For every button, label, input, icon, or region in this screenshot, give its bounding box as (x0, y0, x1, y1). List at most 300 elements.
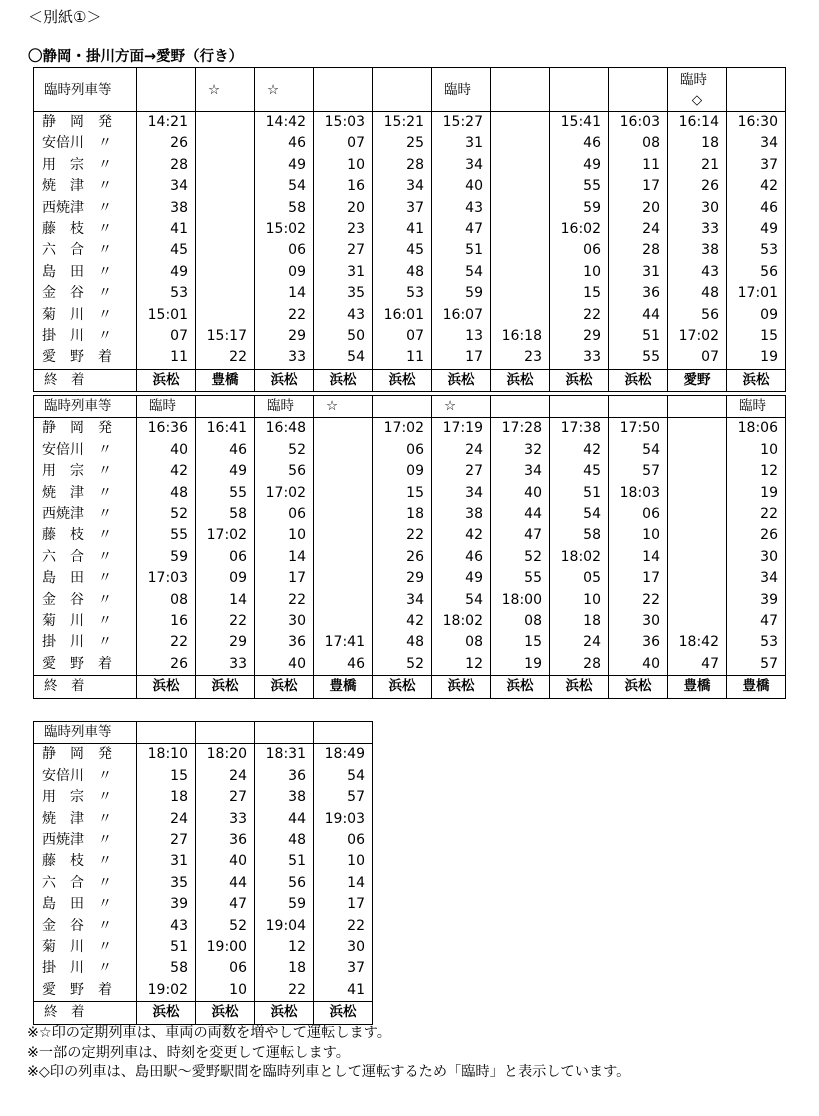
time-cell: 15:41 (550, 112, 609, 134)
station-name: 焼 津 〃 (34, 483, 137, 504)
time-cell: 48 (255, 830, 314, 851)
time-cell: 09 (727, 305, 786, 326)
diamond-mark: ◇ (691, 91, 703, 108)
train-type-label (137, 722, 196, 744)
time-cell: 19 (491, 654, 550, 676)
time-cell: 18:20 (196, 744, 255, 766)
train-type-label (668, 68, 727, 112)
destination-cell: 豊橋 (727, 676, 786, 698)
time-cell: 47 (432, 219, 491, 240)
time-cell (668, 590, 727, 611)
time-cell: 26 (373, 547, 432, 568)
station-row (34, 632, 786, 653)
time-cell: 58 (196, 504, 255, 525)
station-row (34, 262, 786, 283)
time-cell: 40 (609, 654, 668, 676)
time-cell: 17:02 (373, 418, 432, 440)
time-cell: 54 (550, 504, 609, 525)
destination-cell: 浜松 (196, 1002, 255, 1024)
station-name: 用 宗 〃 (34, 787, 137, 808)
time-cell: 08 (137, 590, 196, 611)
time-cell (196, 198, 255, 219)
time-cell: 55 (609, 347, 668, 369)
time-cell (314, 547, 373, 568)
time-cell: 10 (609, 525, 668, 546)
time-cell: 17:38 (550, 418, 609, 440)
time-cell: 27 (432, 461, 491, 482)
station-row (34, 504, 786, 525)
time-cell: 56 (727, 262, 786, 283)
time-cell: 59 (255, 894, 314, 915)
time-cell: 34 (491, 461, 550, 482)
time-cell: 57 (609, 461, 668, 482)
destination-cell: 浜松 (137, 676, 196, 698)
time-cell: 57 (314, 787, 373, 808)
note-2: ※一部の定期列車は、時刻を変更して運転します。 (27, 1044, 350, 1061)
station-name: 用 宗 〃 (34, 461, 137, 482)
station-name: 六 合 〃 (34, 547, 137, 568)
station-row (34, 744, 373, 766)
time-cell: 16:03 (609, 112, 668, 134)
time-cell: 30 (668, 198, 727, 219)
time-cell: 44 (255, 809, 314, 830)
time-cell (491, 262, 550, 283)
time-cell: 24 (550, 632, 609, 653)
time-cell: 15:02 (255, 219, 314, 240)
time-cell: 42 (550, 440, 609, 461)
destination-cell: 浜松 (255, 369, 314, 391)
time-cell: 34 (432, 483, 491, 504)
time-cell: 23 (491, 347, 550, 369)
time-cell: 31 (314, 262, 373, 283)
time-cell: 05 (550, 568, 609, 589)
time-cell: 15 (137, 766, 196, 787)
train-type-label: 臨時 (255, 396, 314, 418)
time-cell: 37 (373, 198, 432, 219)
time-cell: 49 (727, 219, 786, 240)
time-cell: 06 (255, 504, 314, 525)
destination-row (34, 1002, 373, 1024)
time-cell: 31 (137, 851, 196, 872)
train-type-label (550, 68, 609, 112)
time-cell: 57 (727, 654, 786, 676)
time-cell (491, 283, 550, 304)
time-cell: 40 (196, 851, 255, 872)
time-cell (314, 504, 373, 525)
time-cell: 08 (432, 632, 491, 653)
time-cell: 26 (137, 654, 196, 676)
time-cell: 56 (668, 305, 727, 326)
time-cell (314, 461, 373, 482)
station-name: 用 宗 〃 (34, 155, 137, 176)
time-cell: 10 (550, 590, 609, 611)
time-cell: 27 (196, 787, 255, 808)
time-cell: 56 (255, 461, 314, 482)
train-type-text: 臨時 (680, 71, 707, 88)
time-cell: 24 (196, 766, 255, 787)
direction-title: 〇静岡・掛川方面→愛野（行き） (28, 49, 244, 65)
time-cell: 09 (255, 262, 314, 283)
station-name: 静 岡 発 (34, 112, 137, 134)
time-cell: 35 (314, 283, 373, 304)
destination-cell: 浜松 (196, 676, 255, 698)
destination-cell: 浜松 (609, 676, 668, 698)
destination-header: 終 着 (34, 1002, 137, 1024)
time-cell: 44 (196, 873, 255, 894)
time-cell: 17 (255, 568, 314, 589)
time-cell: 36 (196, 830, 255, 851)
time-cell: 46 (432, 547, 491, 568)
time-cell: 55 (491, 568, 550, 589)
station-row (34, 937, 373, 958)
time-cell: 15:17 (196, 326, 255, 347)
time-cell: 54 (314, 766, 373, 787)
time-cell: 46 (550, 133, 609, 154)
time-cell: 12 (255, 937, 314, 958)
train-type-label (373, 396, 432, 418)
time-cell: 16:48 (255, 418, 314, 440)
destination-cell: 浜松 (727, 369, 786, 391)
label-row-header: 臨時列車等 (34, 396, 137, 418)
train-type-label (314, 722, 373, 744)
time-cell (314, 590, 373, 611)
station-name: 掛 川 〃 (34, 326, 137, 347)
time-cell: 38 (255, 787, 314, 808)
time-cell: 29 (255, 326, 314, 347)
train-type-label (196, 722, 255, 744)
time-cell: 19:02 (137, 980, 196, 1002)
time-cell: 52 (196, 916, 255, 937)
time-cell: 17:03 (137, 568, 196, 589)
time-cell: 18:49 (314, 744, 373, 766)
time-cell: 24 (432, 440, 491, 461)
station-name: 掛 川 〃 (34, 632, 137, 653)
station-row (34, 873, 373, 894)
time-cell: 19 (727, 347, 786, 369)
time-cell: 40 (491, 483, 550, 504)
time-cell: 38 (668, 240, 727, 261)
station-name: 菊 川 〃 (34, 305, 137, 326)
time-cell: 18:03 (609, 483, 668, 504)
time-cell: 14 (255, 283, 314, 304)
time-cell: 15:01 (137, 305, 196, 326)
time-cell: 30 (609, 611, 668, 632)
time-cell: 15:03 (314, 112, 373, 134)
station-row (34, 176, 786, 197)
station-row (34, 590, 786, 611)
time-cell: 22 (196, 347, 255, 369)
time-cell: 10 (196, 980, 255, 1002)
time-cell: 32 (491, 440, 550, 461)
time-cell: 49 (432, 568, 491, 589)
time-cell: 40 (432, 176, 491, 197)
time-cell: 42 (137, 461, 196, 482)
time-cell: 49 (137, 262, 196, 283)
time-cell: 54 (432, 262, 491, 283)
time-cell: 14:21 (137, 112, 196, 134)
time-cell: 29 (196, 632, 255, 653)
destination-cell: 浜松 (432, 369, 491, 391)
station-row (34, 787, 373, 808)
time-cell: 17 (314, 894, 373, 915)
train-type-label (196, 396, 255, 418)
time-cell: 18 (137, 787, 196, 808)
time-cell: 11 (373, 347, 432, 369)
time-cell: 52 (491, 547, 550, 568)
time-cell: 18:06 (727, 418, 786, 440)
time-cell: 58 (137, 958, 196, 979)
station-row (34, 654, 786, 676)
station-name: 西焼津 〃 (34, 830, 137, 851)
label-row-header: 臨時列車等 (34, 68, 137, 112)
destination-cell: 浜松 (255, 1002, 314, 1024)
time-cell: 14 (255, 547, 314, 568)
time-cell: 28 (609, 240, 668, 261)
time-cell: 49 (550, 155, 609, 176)
time-cell: 16:36 (137, 418, 196, 440)
destination-header: 終 着 (34, 676, 137, 698)
time-cell: 40 (255, 654, 314, 676)
time-cell: 34 (727, 133, 786, 154)
time-cell: 47 (196, 894, 255, 915)
time-cell: 19:03 (314, 809, 373, 830)
time-cell: 50 (314, 326, 373, 347)
station-row (34, 766, 373, 787)
train-type-label (491, 68, 550, 112)
destination-cell: 豊橋 (196, 369, 255, 391)
destination-cell: 浜松 (550, 676, 609, 698)
train-type-label: 臨時 (432, 68, 491, 112)
time-cell: 22 (609, 590, 668, 611)
destination-cell: 豊橋 (668, 676, 727, 698)
time-cell: 36 (255, 632, 314, 653)
time-cell: 27 (314, 240, 373, 261)
time-cell: 07 (314, 133, 373, 154)
time-cell: 45 (550, 461, 609, 482)
station-name: 焼 津 〃 (34, 176, 137, 197)
time-cell: 48 (373, 262, 432, 283)
time-cell: 42 (727, 176, 786, 197)
time-cell: 22 (137, 632, 196, 653)
time-cell: 14 (609, 547, 668, 568)
time-cell (668, 461, 727, 482)
time-cell: 18:42 (668, 632, 727, 653)
time-cell: 09 (196, 568, 255, 589)
time-cell: 48 (137, 483, 196, 504)
time-cell: 33 (196, 809, 255, 830)
train-type-label: ☆ (432, 396, 491, 418)
time-cell: 08 (491, 611, 550, 632)
time-cell: 24 (137, 809, 196, 830)
time-cell: 10 (255, 525, 314, 546)
station-name: 愛 野 着 (34, 347, 137, 369)
station-name: 西焼津 〃 (34, 198, 137, 219)
time-cell: 31 (609, 262, 668, 283)
time-cell: 12 (727, 461, 786, 482)
destination-cell: 豊橋 (314, 676, 373, 698)
time-cell: 55 (137, 525, 196, 546)
station-row (34, 525, 786, 546)
station-row (34, 958, 373, 979)
station-row (34, 133, 786, 154)
time-cell: 42 (432, 525, 491, 546)
time-cell (314, 418, 373, 440)
time-cell: 42 (373, 611, 432, 632)
time-cell: 22 (255, 980, 314, 1002)
station-row (34, 418, 786, 440)
station-name: 静 岡 発 (34, 418, 137, 440)
time-cell (196, 305, 255, 326)
time-cell: 17:02 (255, 483, 314, 504)
train-type-label: ☆ (255, 68, 314, 112)
time-cell: 56 (255, 873, 314, 894)
label-row (34, 722, 373, 744)
time-cell (196, 219, 255, 240)
time-cell: 30 (255, 611, 314, 632)
time-cell: 52 (137, 504, 196, 525)
time-cell: 33 (255, 347, 314, 369)
time-cell: 47 (727, 611, 786, 632)
time-cell: 46 (727, 198, 786, 219)
time-cell: 51 (137, 937, 196, 958)
time-cell: 41 (373, 219, 432, 240)
time-cell: 06 (373, 440, 432, 461)
time-cell: 34 (137, 176, 196, 197)
time-cell: 30 (727, 547, 786, 568)
time-cell: 14:42 (255, 112, 314, 134)
time-cell: 14 (196, 590, 255, 611)
time-cell: 20 (314, 198, 373, 219)
time-cell: 22 (196, 611, 255, 632)
time-cell: 49 (255, 155, 314, 176)
station-row (34, 326, 786, 347)
time-cell: 13 (432, 326, 491, 347)
station-name: 藤 枝 〃 (34, 525, 137, 546)
time-cell: 53 (727, 240, 786, 261)
time-cell: 38 (137, 198, 196, 219)
time-cell: 06 (196, 547, 255, 568)
station-name: 藤 枝 〃 (34, 219, 137, 240)
time-cell: 15 (491, 632, 550, 653)
time-cell: 20 (609, 198, 668, 219)
station-row (34, 440, 786, 461)
time-cell: 18:02 (432, 611, 491, 632)
time-cell: 16:41 (196, 418, 255, 440)
time-cell: 06 (609, 504, 668, 525)
time-cell: 55 (196, 483, 255, 504)
time-cell: 28 (137, 155, 196, 176)
time-cell (314, 483, 373, 504)
destination-cell: 浜松 (137, 369, 196, 391)
time-cell: 06 (196, 958, 255, 979)
time-cell: 17:02 (196, 525, 255, 546)
time-cell (314, 611, 373, 632)
time-cell: 46 (255, 133, 314, 154)
time-cell (491, 112, 550, 134)
train-type-label (550, 396, 609, 418)
station-row (34, 219, 786, 240)
time-cell: 22 (373, 525, 432, 546)
notes (27, 1024, 630, 1083)
destination-header: 終 着 (34, 369, 137, 391)
time-cell: 39 (137, 894, 196, 915)
time-cell: 16:14 (668, 112, 727, 134)
time-cell (491, 176, 550, 197)
time-cell: 54 (255, 176, 314, 197)
station-name: 西焼津 〃 (34, 504, 137, 525)
time-cell: 46 (314, 654, 373, 676)
time-cell: 54 (609, 440, 668, 461)
station-row (34, 894, 373, 915)
time-cell: 10 (727, 440, 786, 461)
time-cell: 11 (609, 155, 668, 176)
train-type-label (255, 722, 314, 744)
station-name: 安倍川 〃 (34, 766, 137, 787)
time-cell (491, 133, 550, 154)
note-3: ※◇印の列車は、島田駅～愛野駅間を臨時列車として運転するため「臨時」と表示しています。 (27, 1064, 631, 1081)
time-cell: 15:21 (373, 112, 432, 134)
time-cell: 47 (668, 654, 727, 676)
station-row (34, 568, 786, 589)
time-cell: 08 (609, 133, 668, 154)
time-cell (668, 440, 727, 461)
time-cell: 15 (727, 326, 786, 347)
time-cell: 36 (255, 766, 314, 787)
time-cell (668, 483, 727, 504)
station-row (34, 547, 786, 568)
time-cell: 18 (373, 504, 432, 525)
time-cell: 17:41 (314, 632, 373, 653)
time-cell: 39 (727, 590, 786, 611)
train-type-label (727, 68, 786, 112)
time-cell: 18 (668, 133, 727, 154)
time-cell: 17 (432, 347, 491, 369)
train-type-label (609, 68, 668, 112)
train-type-label (491, 396, 550, 418)
time-cell: 53 (727, 632, 786, 653)
time-cell: 16:18 (491, 326, 550, 347)
time-cell: 16:30 (727, 112, 786, 134)
time-cell: 21 (668, 155, 727, 176)
time-cell (196, 176, 255, 197)
time-cell: 45 (373, 240, 432, 261)
time-cell: 51 (550, 483, 609, 504)
time-cell: 53 (137, 283, 196, 304)
time-cell: 22 (550, 305, 609, 326)
station-name: 島 田 〃 (34, 262, 137, 283)
destination-cell: 浜松 (314, 369, 373, 391)
time-cell: 41 (137, 219, 196, 240)
time-cell: 54 (314, 347, 373, 369)
time-cell: 45 (137, 240, 196, 261)
time-cell: 18:10 (137, 744, 196, 766)
station-name: 島 田 〃 (34, 568, 137, 589)
time-cell: 27 (137, 830, 196, 851)
time-cell: 55 (550, 176, 609, 197)
time-cell: 43 (137, 916, 196, 937)
time-cell: 06 (550, 240, 609, 261)
time-cell: 16:01 (373, 305, 432, 326)
station-row (34, 283, 786, 304)
time-cell: 19:00 (196, 937, 255, 958)
train-type-label: 臨時 (137, 396, 196, 418)
time-cell: 43 (432, 198, 491, 219)
time-cell (196, 155, 255, 176)
time-cell: 16 (137, 611, 196, 632)
time-cell: 37 (314, 958, 373, 979)
label-row-header: 臨時列車等 (34, 722, 137, 744)
station-row (34, 980, 373, 1002)
